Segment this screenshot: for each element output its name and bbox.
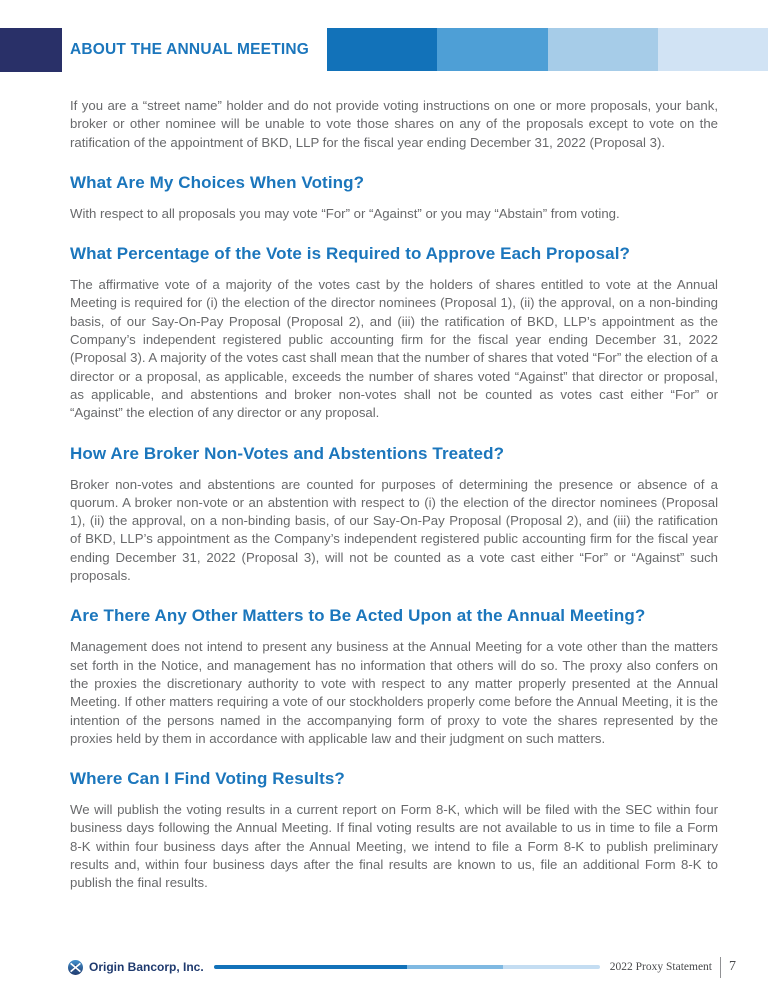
page-title: ABOUT THE ANNUAL MEETING bbox=[70, 41, 310, 58]
header-title-wrap bbox=[62, 28, 327, 72]
footer-rule-segment-1 bbox=[214, 965, 407, 969]
section-body-broker-non-votes: Broker non-votes and abstentions are counted for purposes of determining the presence or absence of a quorum. A broker non-vote or an abstention with respect to (i) the election of the director nominees (Proposal 1), (ii) the approval, on a non-binding basis, of our Say-On-Pay Proposal (Proposal 2), and (iii) the ratification of BKD, LLP’s appointment as the Company’s independent registered public accounting firm for the fiscal year ending December 31, 2022 (Proposal 3), will not be counted as a vote cast either “For” or “Against” such proposals. bbox=[70, 476, 718, 584]
page-header bbox=[0, 28, 768, 72]
header-bar-segment-1 bbox=[327, 28, 437, 71]
footer-rule-segment-2 bbox=[407, 965, 504, 969]
header-bar-segment-3 bbox=[548, 28, 658, 71]
page-footer bbox=[68, 953, 736, 981]
header-gradient-bar bbox=[327, 28, 768, 71]
document-content bbox=[70, 97, 718, 893]
header-bar-segment-2 bbox=[437, 28, 547, 71]
origin-bancorp-logo-icon bbox=[68, 960, 83, 975]
header-navy-block bbox=[0, 28, 62, 72]
section-body-voting-choices: With respect to all proposals you may vote “For” or “Against” or you may “Abstain” from voting. bbox=[70, 205, 620, 221]
footer-proxy-statement-label: 2022 Proxy Statement bbox=[609, 961, 712, 973]
footer-company-name: Origin Bancorp, Inc. bbox=[89, 960, 204, 974]
section-heading-voting-results: Where Can I Find Voting Results? bbox=[70, 769, 345, 789]
intro-paragraph: If you are a “street name” holder and do not provide voting instructions on one or more proposals, your bank, broker or other nominee will be unable to vote those shares on any of the proposals except to vote on the ratification of the appointment of BKD, LLP for the fiscal year ending December 31, 2022 (Proposal 3). bbox=[70, 98, 718, 150]
section-heading-voting-choices: What Are My Choices When Voting? bbox=[70, 172, 365, 192]
footer-page-number: 7 bbox=[729, 959, 736, 974]
section-body-other-matters: Management does not intend to present any business at the Annual Meeting for a vote other than the matters set forth in the Notice, and management has no information that others will do so. The proxy also confers on the proxies the discretionary authority to vote with respect to any matter properly presented at the Annual Meeting. If other matters requiring a vote of our stockholders properly come before the Annual Meeting, it is the intention of the persons named in the accompanying form of proxy to vote the shares represented by the proxies held by them in accordance with applicable law and their judgment on such matters. bbox=[70, 639, 718, 746]
section-body-voting-results: We will publish the voting results in a current report on Form 8-K, which will be filed with the SEC within four business days following the Annual Meeting. If final voting results are not available to us in time to file a Form 8-K within four business days after the Annual Meeting, we intend to file a Form 8-K to publish preliminary results and, within four business days after the final results are known to us, file an additional Form 8-K to publish the final results. bbox=[70, 802, 718, 891]
footer-rule-segment-3 bbox=[503, 965, 600, 969]
section-heading-vote-percentage: What Percentage of the Vote is Required to Approve Each Proposal? bbox=[70, 244, 631, 264]
section-body-vote-percentage: The affirmative vote of a majority of the votes cast by the holders of shares entitled to vote at the Annual Meeting is required for (i) the election of the director nominees (Proposal 1), (ii) the approval, on a non-binding basis, of our Say-On-Pay Proposal (Proposal 2), and (iii) the ratification of BKD, LLP’s appointment as the Company’s independent registered public accounting firm for the fiscal year ending December 31, 2022 (Proposal 3). A majority of the votes cast shall mean that the number of shares that voted “For” the election of a director or a proposal, as applicable, exceeds the number of shares voted “Against” that director or proposal, as applicable, and abstentions and broker non-votes shall not be counted as votes cast either “For” or “Against” the election of any director or any proposal. bbox=[70, 277, 718, 421]
header-bar-segment-4 bbox=[658, 28, 768, 71]
section-heading-broker-non-votes: How Are Broker Non-Votes and Abstentions Treated? bbox=[70, 443, 505, 463]
footer-divider bbox=[720, 957, 721, 978]
section-heading-other-matters: Are There Any Other Matters to Be Acted Upon at the Annual Meeting? bbox=[70, 606, 646, 626]
footer-gradient-rule bbox=[214, 965, 600, 969]
